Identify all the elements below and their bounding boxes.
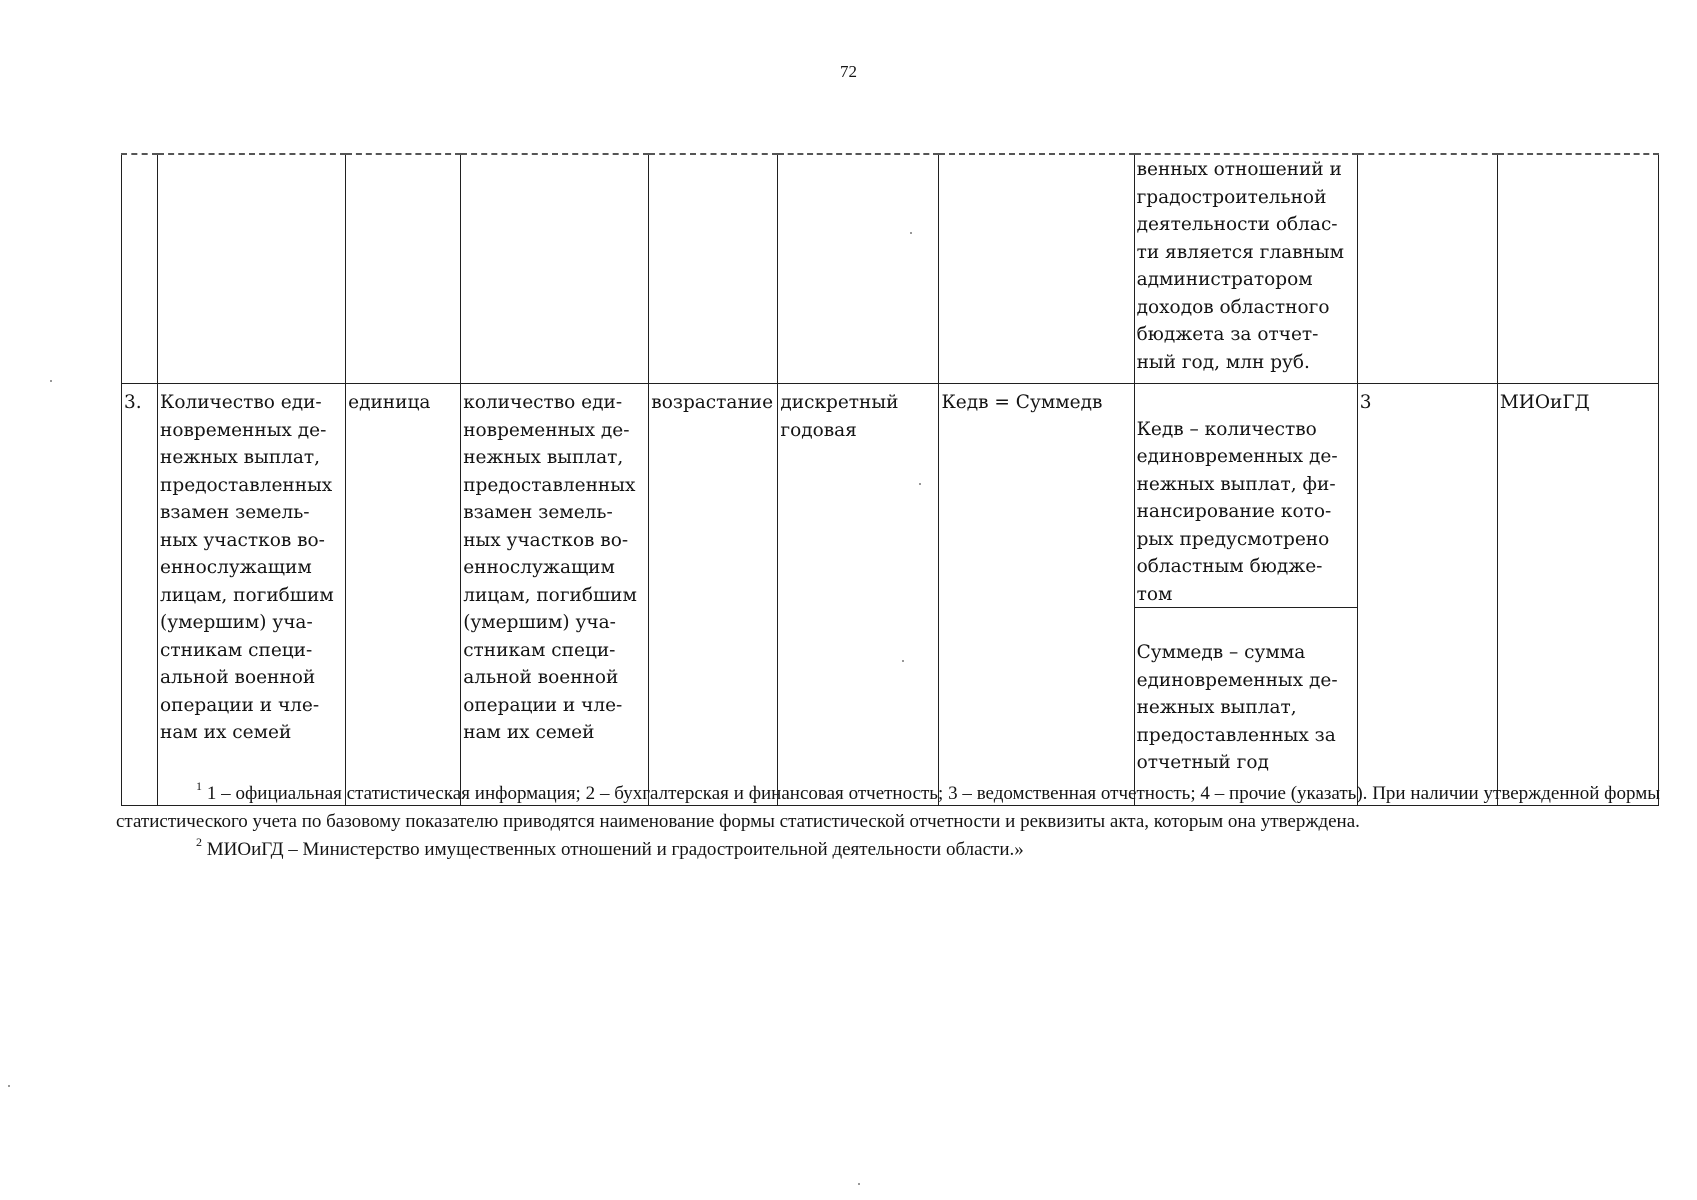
footnote-2-text: МИОиГД – Министерство имущественных отношений и градостроительной деятельности области.» xyxy=(206,839,1024,860)
indicator-name: Количество еди- новременных де- нежных выплат, предоставленных взамен земель- ных участков во- еннослужащим лицам, погибшим (умершим) уча- стникам специ- альной военной операции и чле- нам их семей xyxy=(158,384,346,806)
source-code: 3 xyxy=(1357,384,1497,806)
indicator-dynamics: возрастание xyxy=(649,384,778,806)
unit-of-measure: единица xyxy=(346,384,461,806)
indicator-definition: количество еди- новременных де- нежных выплат, предоставленных взамен земель- ных участков во- еннослужащим лицам, погибшим (умершим) уча- стникам специ- альной военной операции и чле- нам их семей xyxy=(461,384,649,806)
scan-speck xyxy=(8,1085,10,1087)
scan-speck xyxy=(910,232,912,234)
table-row-3 xyxy=(122,384,1659,806)
footnote-2 xyxy=(116,836,1660,864)
continuation-row xyxy=(122,154,1659,384)
indicator-table xyxy=(121,153,1659,806)
cell-characteristic xyxy=(778,154,939,384)
parameter-summedv: Суммедв – сумма единовременных де- нежных выплат, предоставленных за отчетный год xyxy=(1136,642,1338,773)
parameter-kedv: Кедв – количество единовременных де- нежных выплат, фи- нансирование кото- рых предусмотрено областным бюдже- том xyxy=(1135,412,1357,608)
indicator-parameters xyxy=(1134,384,1357,806)
cell-method-continuation: венных отношений и градостроительной деятельности облас- ти является главным администратором доходов областного бюджета за отчет- ный год, млн руб. xyxy=(1134,154,1357,384)
responsible-body: МИОиГД xyxy=(1497,384,1658,806)
cell-responsible xyxy=(1497,154,1658,384)
scan-speck xyxy=(902,660,904,662)
footnotes xyxy=(116,780,1660,864)
cell-source-code xyxy=(1357,154,1497,384)
scan-speck xyxy=(50,380,52,382)
scan-speck xyxy=(919,483,921,485)
footnote-1 xyxy=(116,780,1660,836)
cell-formula xyxy=(939,154,1134,384)
cell-definition xyxy=(461,154,649,384)
cell-number xyxy=(122,154,158,384)
page-number: 72 xyxy=(840,62,857,81)
footnote-2-marker: 2 xyxy=(196,835,202,849)
indicator-formula: Кедв = Суммедв xyxy=(939,384,1134,806)
footnote-1-marker: 1 xyxy=(196,779,202,793)
footnote-1-text: 1 – официальная статистическая информация; 2 – бухгалтерская и финансовая отчетность; 3 – ведомственная отчетность; 4 – прочие (указать). При наличии утвержденной формы статистического учета по базовому показателю приводятся наименование формы статистической отчетности и реквизиты акта, которым она утверждена. xyxy=(116,783,1660,832)
cell-dynamics xyxy=(649,154,778,384)
cell-unit xyxy=(346,154,461,384)
row-number: 3. xyxy=(122,384,158,806)
indicator-characteristic: дискретный годовая xyxy=(778,384,939,806)
scan-speck xyxy=(858,1183,860,1185)
cell-indicator xyxy=(158,154,346,384)
